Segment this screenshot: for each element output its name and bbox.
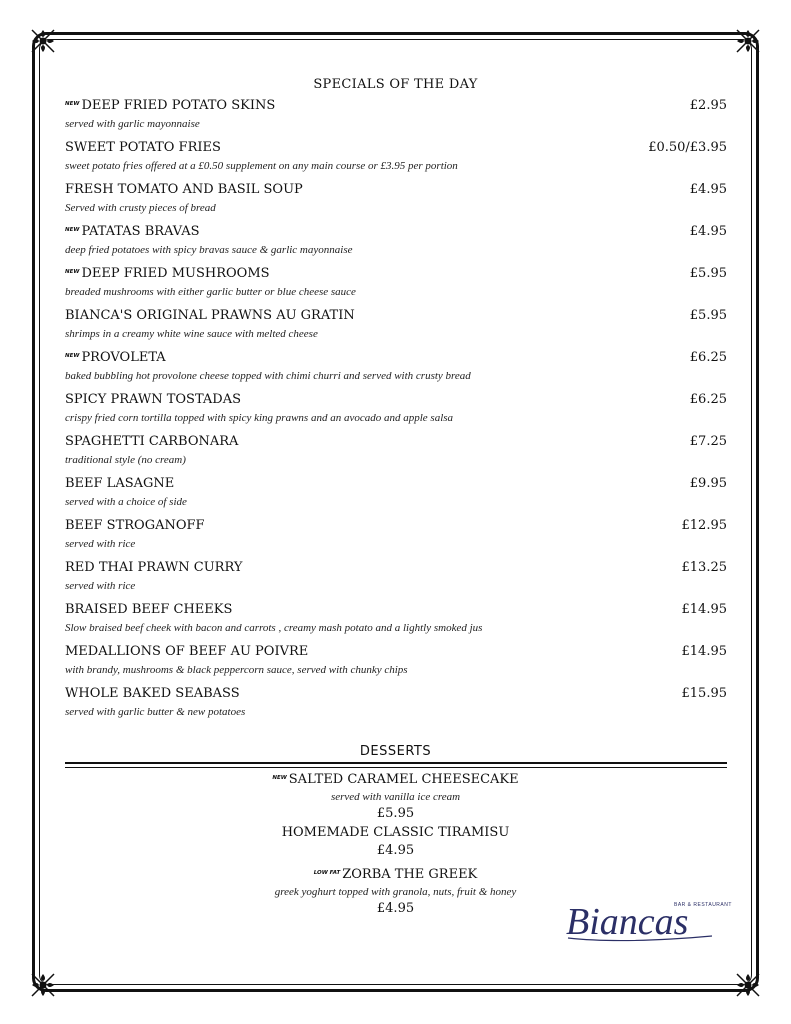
menu-item <box>65 308 727 350</box>
menu-item-price: £14.95 <box>681 644 727 659</box>
menu-item <box>65 644 727 686</box>
dessert-name-text: SALTED CARAMEL CHEESECAKE <box>288 772 519 787</box>
menu-item <box>65 434 727 476</box>
dessert-name-text: ZORBA THE GREEK <box>342 867 478 882</box>
menu-item-description: served with rice <box>65 538 136 550</box>
menu-item <box>65 686 727 728</box>
menu-item-name: FRESH TOMATO AND BASIL SOUP <box>65 182 303 197</box>
menu-item-description: served with garlic mayonnaise <box>65 118 200 130</box>
menu-item-price: £9.95 <box>689 476 727 491</box>
menu-item-description: served with garlic butter & new potatoes <box>65 706 246 718</box>
dessert-price: £5.95 <box>376 806 415 821</box>
menu-item-price: £13.25 <box>681 560 727 575</box>
menu-item-description: shrimps in a creamy white wine sauce with melted cheese <box>65 328 318 340</box>
menu-item <box>65 182 727 224</box>
corner-ornament-icon <box>28 970 58 1000</box>
menu-item-description: breaded mushrooms with either garlic butter or blue cheese sauce <box>65 286 356 298</box>
menu-item-price: £14.95 <box>681 602 727 617</box>
menu-item-price: £5.95 <box>689 266 727 281</box>
menu-item <box>65 224 727 266</box>
corner-ornament-icon <box>733 26 763 56</box>
menu-item-name: SPAGHETTI CARBONARA <box>65 434 239 449</box>
menu-item-description: Served with crusty pieces of bread <box>65 202 216 214</box>
corner-ornament-icon <box>733 970 763 1000</box>
dessert-name <box>0 771 791 789</box>
divider <box>65 762 727 764</box>
menu-item-price: £2.95 <box>689 98 727 113</box>
dessert-item <box>0 824 791 866</box>
menu-item-name: BIANCA'S ORIGINAL PRAWNS AU GRATIN <box>65 308 355 323</box>
menu-item-name: WHOLE BAKED SEABASS <box>65 686 240 701</box>
menu-item-name-text: DEEP FRIED POTATO SKINS <box>81 98 276 113</box>
menu-item-price: £0.50/£3.95 <box>648 140 727 155</box>
menu-item-description: sweet potato fries offered at a £0.50 supplement on any main course or £3.95 per portion <box>65 160 458 172</box>
menu-item-price: £15.95 <box>681 686 727 701</box>
dessert-name <box>0 866 791 884</box>
menu-item-name: BEEF LASAGNE <box>65 476 175 491</box>
svg-text:Biancas: Biancas <box>566 901 689 943</box>
menu-item-name-text: DEEP FRIED MUSHROOMS <box>81 266 270 281</box>
menu-item-price: £12.95 <box>681 518 727 533</box>
menu-item-description: with brandy, mushrooms & black peppercorn sauce, served with chunky chips <box>65 664 408 676</box>
menu-item <box>65 602 727 644</box>
menu-item-description: Slow braised beef cheek with bacon and carrots , creamy mash potato and a lightly smoked jus <box>65 622 483 634</box>
menu-item-name <box>65 266 270 281</box>
new-badge-icon: NEW <box>65 101 80 107</box>
menu-item-name-text: PATATAS BRAVAS <box>81 224 200 239</box>
desserts-heading: DESSERTS <box>359 744 432 759</box>
menu-item-description: baked bubbling hot provolone cheese topped with chimi churri and served with crusty bread <box>65 370 471 382</box>
menu-item-name: SWEET POTATO FRIES <box>65 140 221 155</box>
menu-item-description: served with a choice of side <box>65 496 187 508</box>
dessert-price: £4.95 <box>376 901 415 916</box>
menu-item-name: BEEF STROGANOFF <box>65 518 205 533</box>
low-fat-badge-icon: LOW FAT <box>313 870 341 876</box>
new-badge-icon: NEW <box>65 269 80 275</box>
menu-item-name <box>65 98 275 113</box>
menu-item <box>65 98 727 140</box>
new-badge-icon: NEW <box>65 227 80 233</box>
specials-heading: SPECIALS OF THE DAY <box>313 77 478 92</box>
menu-item-name: MEDALLIONS OF BEEF AU POIVRE <box>65 644 309 659</box>
menu-item-price: £4.95 <box>689 182 727 197</box>
divider <box>65 767 727 768</box>
menu-item-name-text: PROVOLETA <box>81 350 166 365</box>
specials-list <box>65 98 727 728</box>
menu-item-price: £5.95 <box>689 308 727 323</box>
menu-item-name: BRAISED BEEF CHEEKS <box>65 602 233 617</box>
dessert-item <box>0 771 791 824</box>
menu-item-description: deep fried potatoes with spicy bravas sauce & garlic mayonnaise <box>65 244 353 256</box>
menu-item <box>65 350 727 392</box>
dessert-price: £4.95 <box>376 843 415 858</box>
menu-item-description: crispy fried corn tortilla topped with spicy king prawns and an avocado and apple salsa <box>65 412 454 424</box>
menu-item-name: RED THAI PRAWN CURRY <box>65 560 243 575</box>
menu-item <box>65 476 727 518</box>
menu-item-description: traditional style (no cream) <box>65 454 186 466</box>
corner-ornament-icon <box>28 26 58 56</box>
dessert-description: greek yoghurt topped with granola, nuts, fruit & honey <box>274 886 517 898</box>
new-badge-icon: NEW <box>65 353 80 359</box>
new-badge-icon: NEW <box>272 775 287 781</box>
menu-item-name: SPICY PRAWN TOSTADAS <box>65 392 242 407</box>
dessert-description: served with vanilla ice cream <box>330 791 461 803</box>
menu-item-description: served with rice <box>65 580 136 592</box>
svg-text:BAR & RESTAURANT: BAR & RESTAURANT <box>674 902 732 908</box>
menu-item <box>65 392 727 434</box>
menu-item <box>65 266 727 308</box>
menu-item <box>65 518 727 560</box>
menu-item <box>65 560 727 602</box>
menu-item-name <box>65 350 166 365</box>
menu-item <box>65 140 727 182</box>
menu-item-name <box>65 224 200 239</box>
dessert-name: HOMEMADE CLASSIC TIRAMISU <box>281 825 510 840</box>
menu-item-price: £7.25 <box>689 434 727 449</box>
menu-item-price: £4.95 <box>689 224 727 239</box>
menu-item-price: £6.25 <box>689 392 727 407</box>
menu-item-price: £6.25 <box>689 350 727 365</box>
biancas-logo <box>562 894 732 946</box>
